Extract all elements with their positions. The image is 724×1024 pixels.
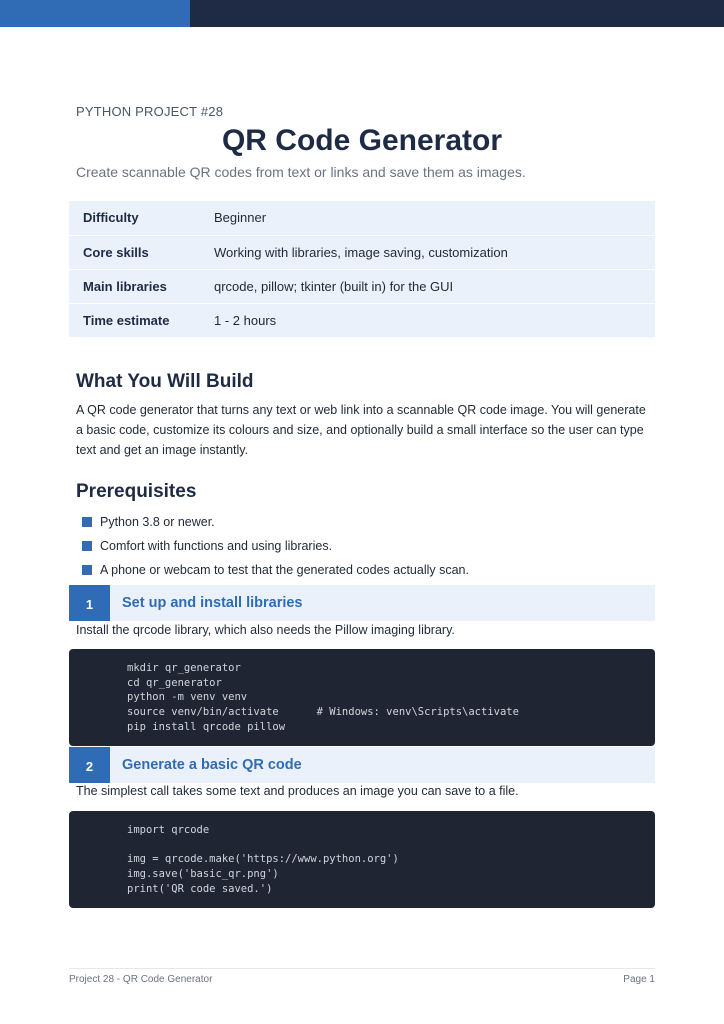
- info-value: Beginner: [214, 201, 655, 235]
- code-line: img.save('basic_qr.png'): [127, 868, 279, 881]
- build-heading: What You Will Build: [76, 371, 254, 392]
- footer-project-label: Project 28 - QR Code Generator: [69, 974, 213, 985]
- bullet-square-icon: [82, 541, 92, 551]
- prereq-heading: Prerequisites: [76, 481, 197, 502]
- code-line: img = qrcode.make('https://www.python.org'): [127, 853, 399, 866]
- info-row: [69, 269, 655, 303]
- page-subtitle: Create scannable QR codes from text or links and save them as images.: [76, 164, 526, 180]
- bullet-square-icon: [82, 517, 92, 527]
- info-row: [69, 201, 655, 235]
- list-item-text: Comfort with functions and using libraries.: [100, 539, 333, 553]
- info-value: Working with libraries, image saving, customization: [214, 235, 655, 269]
- top-banner-accent: [0, 0, 190, 27]
- info-value: qrcode, pillow; tkinter (built in) for the GUI: [214, 269, 655, 303]
- step-header-2: [69, 747, 655, 783]
- info-row: [69, 235, 655, 269]
- info-key: Difficulty: [69, 201, 214, 235]
- code-line: import qrcode: [127, 824, 210, 836]
- code-block: [69, 649, 655, 746]
- step-title: Generate a basic QR code: [122, 757, 302, 773]
- step-description: The simplest call takes some text and produces an image you can save to a file.: [76, 784, 519, 798]
- info-row: [69, 303, 655, 337]
- list-item-text: A phone or webcam to test that the generated codes actually scan.: [100, 563, 469, 577]
- list-item-text: Python 3.8 or newer.: [100, 515, 215, 529]
- list-item: [82, 558, 469, 582]
- code-line: [127, 838, 655, 853]
- project-kicker: PYTHON PROJECT #28: [76, 104, 224, 119]
- bullet-square-icon: [82, 565, 92, 575]
- project-info-table: [69, 201, 655, 338]
- build-paragraph: A QR code generator that turns any text or web link into a scannable QR code image. You will generate a basic code, customize its colours and size, and optionally build a small interface so the user can type text and get an image instantly.: [76, 403, 646, 457]
- footer-page-number: Page 1: [623, 974, 655, 985]
- info-key: Time estimate: [69, 303, 214, 337]
- code-line: pip install qrcode pillow: [127, 720, 286, 733]
- prereq-list: [82, 510, 469, 582]
- step-number: 1: [69, 585, 110, 621]
- code-line: mkdir qr_generator: [127, 662, 241, 674]
- top-banner: [0, 0, 724, 27]
- step-description: Install the qrcode library, which also needs the Pillow imaging library.: [76, 623, 455, 637]
- list-item: [82, 510, 469, 534]
- step-title: Set up and install libraries: [122, 595, 303, 611]
- code-line: cd qr_generator: [127, 676, 222, 689]
- footer-divider: [69, 968, 655, 969]
- info-key: Main libraries: [69, 269, 214, 303]
- step-header-1: [69, 585, 655, 621]
- info-value: 1 - 2 hours: [214, 303, 655, 337]
- code-block: [69, 811, 655, 908]
- code-line: print('QR code saved.'): [127, 882, 273, 895]
- list-item: [82, 534, 469, 558]
- code-line: python -m venv venv: [127, 691, 248, 704]
- page-title: QR Code Generator: [221, 124, 503, 157]
- code-line: source venv/bin/activate # Windows: venv\Scripts\activate: [127, 706, 519, 719]
- info-key: Core skills: [69, 235, 214, 269]
- step-number: 2: [69, 747, 110, 783]
